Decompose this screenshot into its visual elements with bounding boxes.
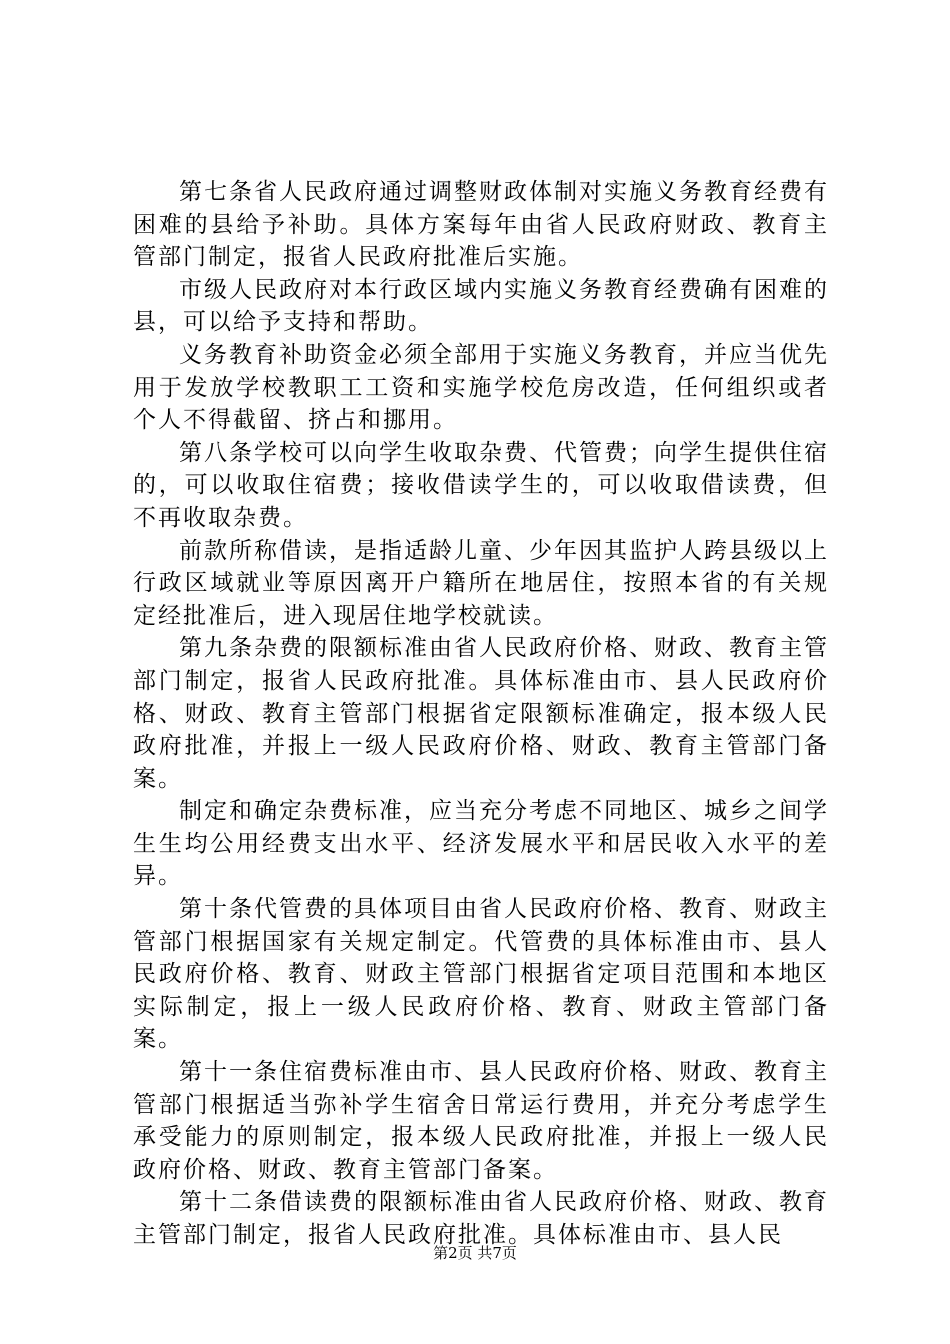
paragraph-article-10: 第十条代管费的具体项目由省人民政府价格、教育、财政主管部门根据国家有关规定制定。代管费的具体标准由市、县人民政府价格、教育、财政主管部门根据省定项目范围和本地区实际制定，报上一级人民政府价格、教育、财政主管部门备案。 xyxy=(133,896,829,1053)
paragraph-article-7: 第七条省人民政府通过调整财政体制对实施义务教育经费有困难的县给予补助。具体方案每年由省人民政府财政、教育主管部门制定，报省人民政府批准后实施。 xyxy=(133,179,829,271)
paragraph-article-9: 第九条杂费的限额标准由省人民政府价格、财政、教育主管部门制定，报省人民政府批准。具体标准由市、县人民政府价格、财政、教育主管部门根据省定限额标准确定，报本级人民政府批准，并报上一级人民政府价格、财政、教育主管部门备案。 xyxy=(133,635,829,792)
paragraph-subsidy-use: 义务教育补助资金必须全部用于实施义务教育，并应当优先用于发放学校教职工工资和实施学校危房改造，任何组织或者个人不得截留、挤占和挪用。 xyxy=(133,341,829,434)
page-number-label: 第2页 共7页 xyxy=(433,1244,517,1262)
paragraph-fee-standards: 制定和确定杂费标准，应当充分考虑不同地区、城乡之间学生生均公用经费支出水平、经济发展水平和居民收入水平的差异。 xyxy=(133,798,829,890)
paragraph-article-11: 第十一条住宿费标准由市、县人民政府价格、财政、教育主管部门根据适当弥补学生宿舍日常运行费用，并充分考虑学生承受能力的原则制定，报本级人民政府批准，并报上一级人民政府价格、财政、教育主管部门备案。 xyxy=(133,1059,829,1183)
body-text xyxy=(133,176,829,1252)
paragraph-borrowed-study-definition: 前款所称借读，是指适龄儿童、少年因其监护人跨县级以上行政区域就业等原因离开户籍所在地居住，按照本省的有关规定经批准后，进入现居住地学校就读。 xyxy=(133,537,829,629)
page-footer xyxy=(0,1242,950,1263)
paragraph-municipal-support: 市级人民政府对本行政区域内实施义务教育经费确有困难的县，可以给予支持和帮助。 xyxy=(133,276,829,336)
paragraph-article-8: 第八条学校可以向学生收取杂费、代管费；向学生提供住宿的，可以收取住宿费；接收借读学生的，可以收取借读费，但不再收取杂费。 xyxy=(133,439,829,531)
paragraph-article-12: 第十二条借读费的限额标准由省人民政府价格、财政、教育主管部门制定，报省人民政府批准。具体标准由市、县人民 xyxy=(133,1189,829,1248)
